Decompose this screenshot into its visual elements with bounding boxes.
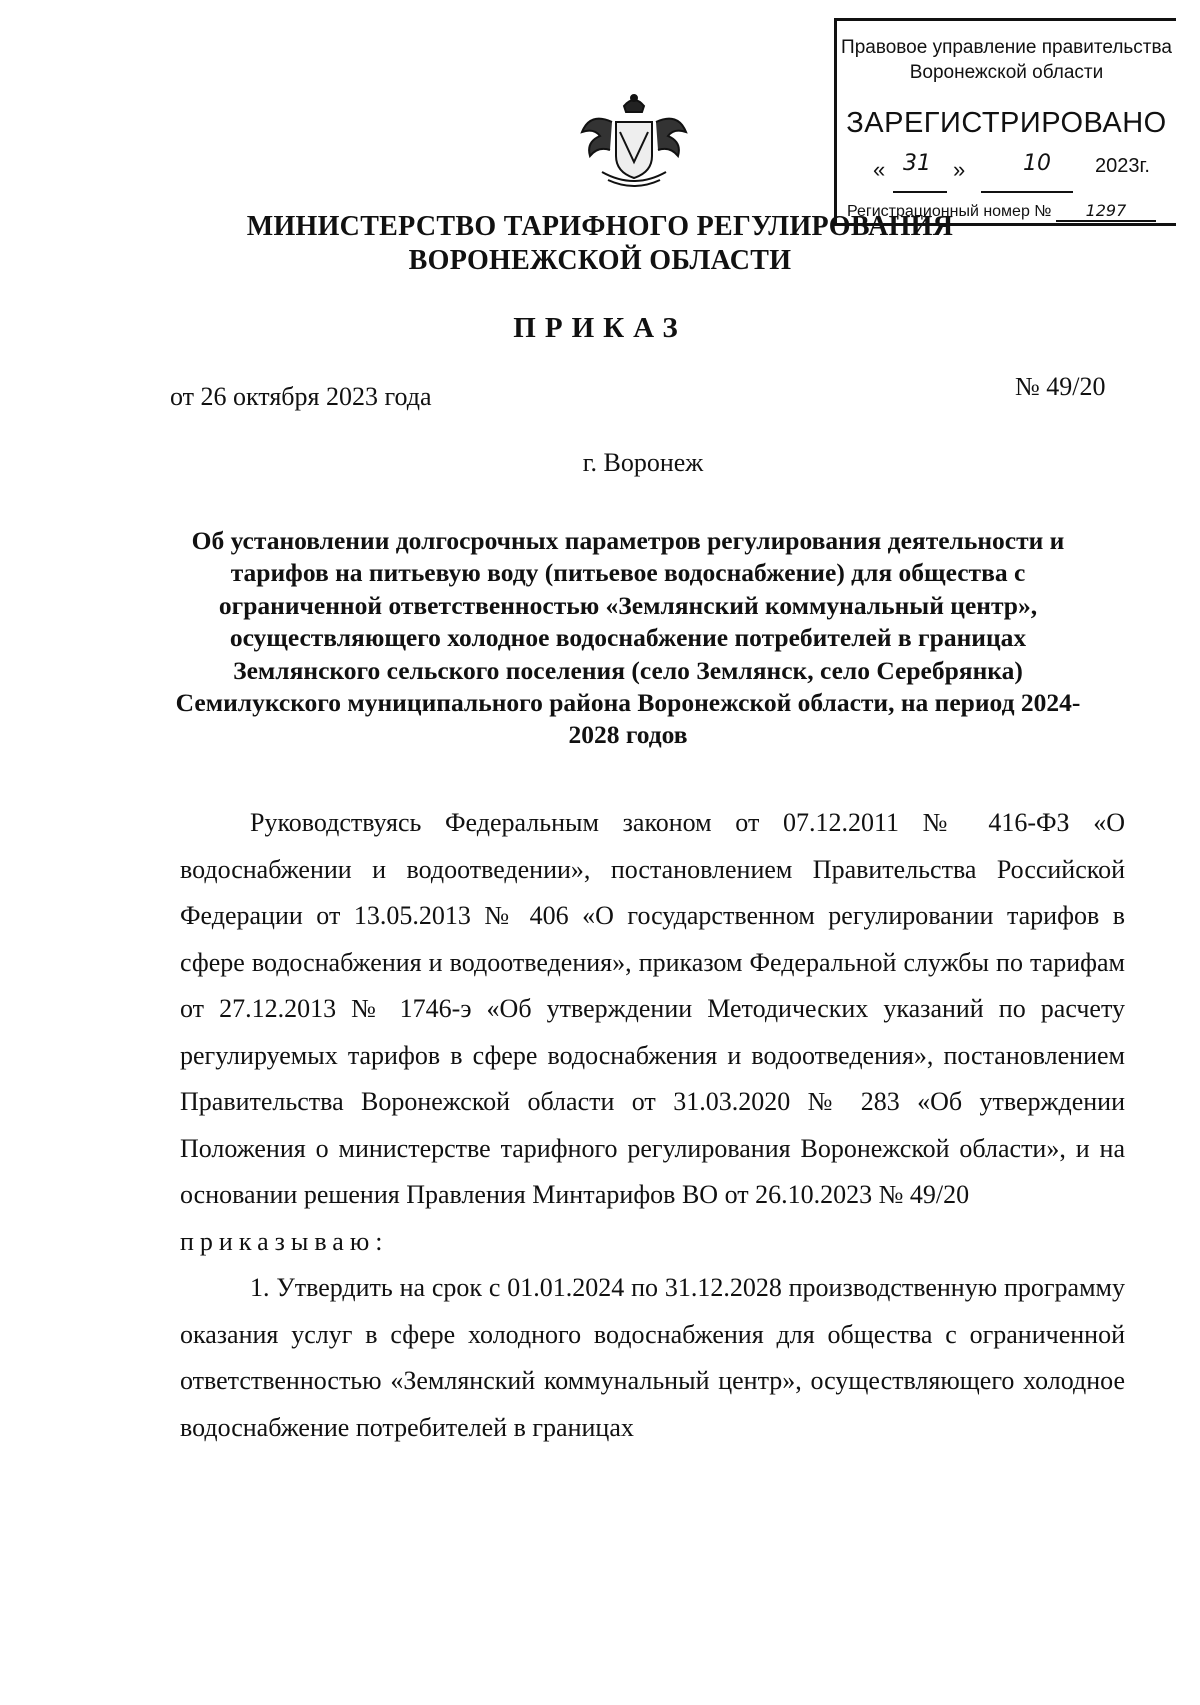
ministry-name-line2: ВОРОНЕЖСКОЙ ОБЛАСТИ bbox=[408, 245, 792, 276]
ministry-name bbox=[0, 210, 1200, 278]
stamp-year: 2023г. bbox=[1095, 155, 1150, 177]
stamp-day: 31 bbox=[903, 151, 931, 176]
order-subject: Об установлении долгосрочных параметров регулирования деятельности и тарифов на питьевую воду (питьевое водоснабжение) для общества с ограниченной ответственностью «Землянский коммунальный центр», осуществляющего холодное водоснабжение потребителей в границах Землянского сельского поселения (село Землянск, село Серебрянка) Семилукского муниципального района Воронежской области, на период 2024-2028 годов bbox=[175, 526, 1081, 750]
stamp-status: ЗАРЕГИСТРИРОВАНО bbox=[846, 107, 1167, 139]
stamp-department-line1: Правовое управление правительства bbox=[841, 37, 1172, 58]
ministry-name-line1: МИНИСТЕРСТВО ТАРИФНОГО РЕГУЛИРОВАНИЯ bbox=[246, 211, 954, 242]
order-date: от 26 октября 2023 года bbox=[170, 382, 432, 411]
stamp-month: 10 bbox=[1023, 151, 1051, 176]
order-city: г. Воронеж bbox=[582, 448, 704, 477]
registration-stamp: Правовое управление правительства Воронежской области ЗАРЕГИСТРИРОВАНО « 31 » 10 2023г. Регистрационный номер № 1297 bbox=[834, 18, 1176, 226]
order-body bbox=[180, 800, 1125, 1451]
order-word: приказываю: bbox=[180, 1226, 389, 1256]
stamp-month-underline bbox=[981, 191, 1073, 193]
order-number: № 49/20 bbox=[1015, 372, 1106, 401]
stamp-department bbox=[837, 35, 1176, 85]
stamp-reg-number-value: 1297 bbox=[1056, 201, 1156, 222]
stamp-reg-number-label: Регистрационный номер № bbox=[847, 203, 1052, 220]
order-item-1: 1. Утвердить на срок с 01.01.2024 по 31.12.2028 производственную программу оказания услуг в сфере холодного водоснабжения для общества с ограниченной ответственностью «Землянский коммунальный центр», осуществляющего холодное водоснабжение потребителей в границах bbox=[180, 1273, 1125, 1442]
coat-of-arms-icon bbox=[572, 92, 696, 192]
stamp-department-line2: Воронежской области bbox=[909, 62, 1104, 83]
document-type: ПРИКАЗ bbox=[513, 312, 687, 344]
stamp-day-underline bbox=[893, 191, 947, 193]
preamble-paragraph: Руководствуясь Федеральным законом от 07.12.2011 № 416-ФЗ «О водоснабжении и водоотведении», постановлением Правительства Российской Федерации от 13.05.2013 № 406 «О государственном регулировании тарифов в сфере водоснабжения и водоотведения», приказом Федеральной службы по тарифам от 27.12.2013 № 1746-э «Об утверждении Методических указаний по расчету регулируемых тарифов в сфере водоснабжения и водоотведения», постановлением Правительства Воронежской области от 31.03.2020 № 283 «Об утверждении Положения о министерстве тарифного регулирования Воронежской области», и на основании решения Правления Минтарифов ВО от 26.10.2023 № 49/20 bbox=[180, 808, 1125, 1209]
